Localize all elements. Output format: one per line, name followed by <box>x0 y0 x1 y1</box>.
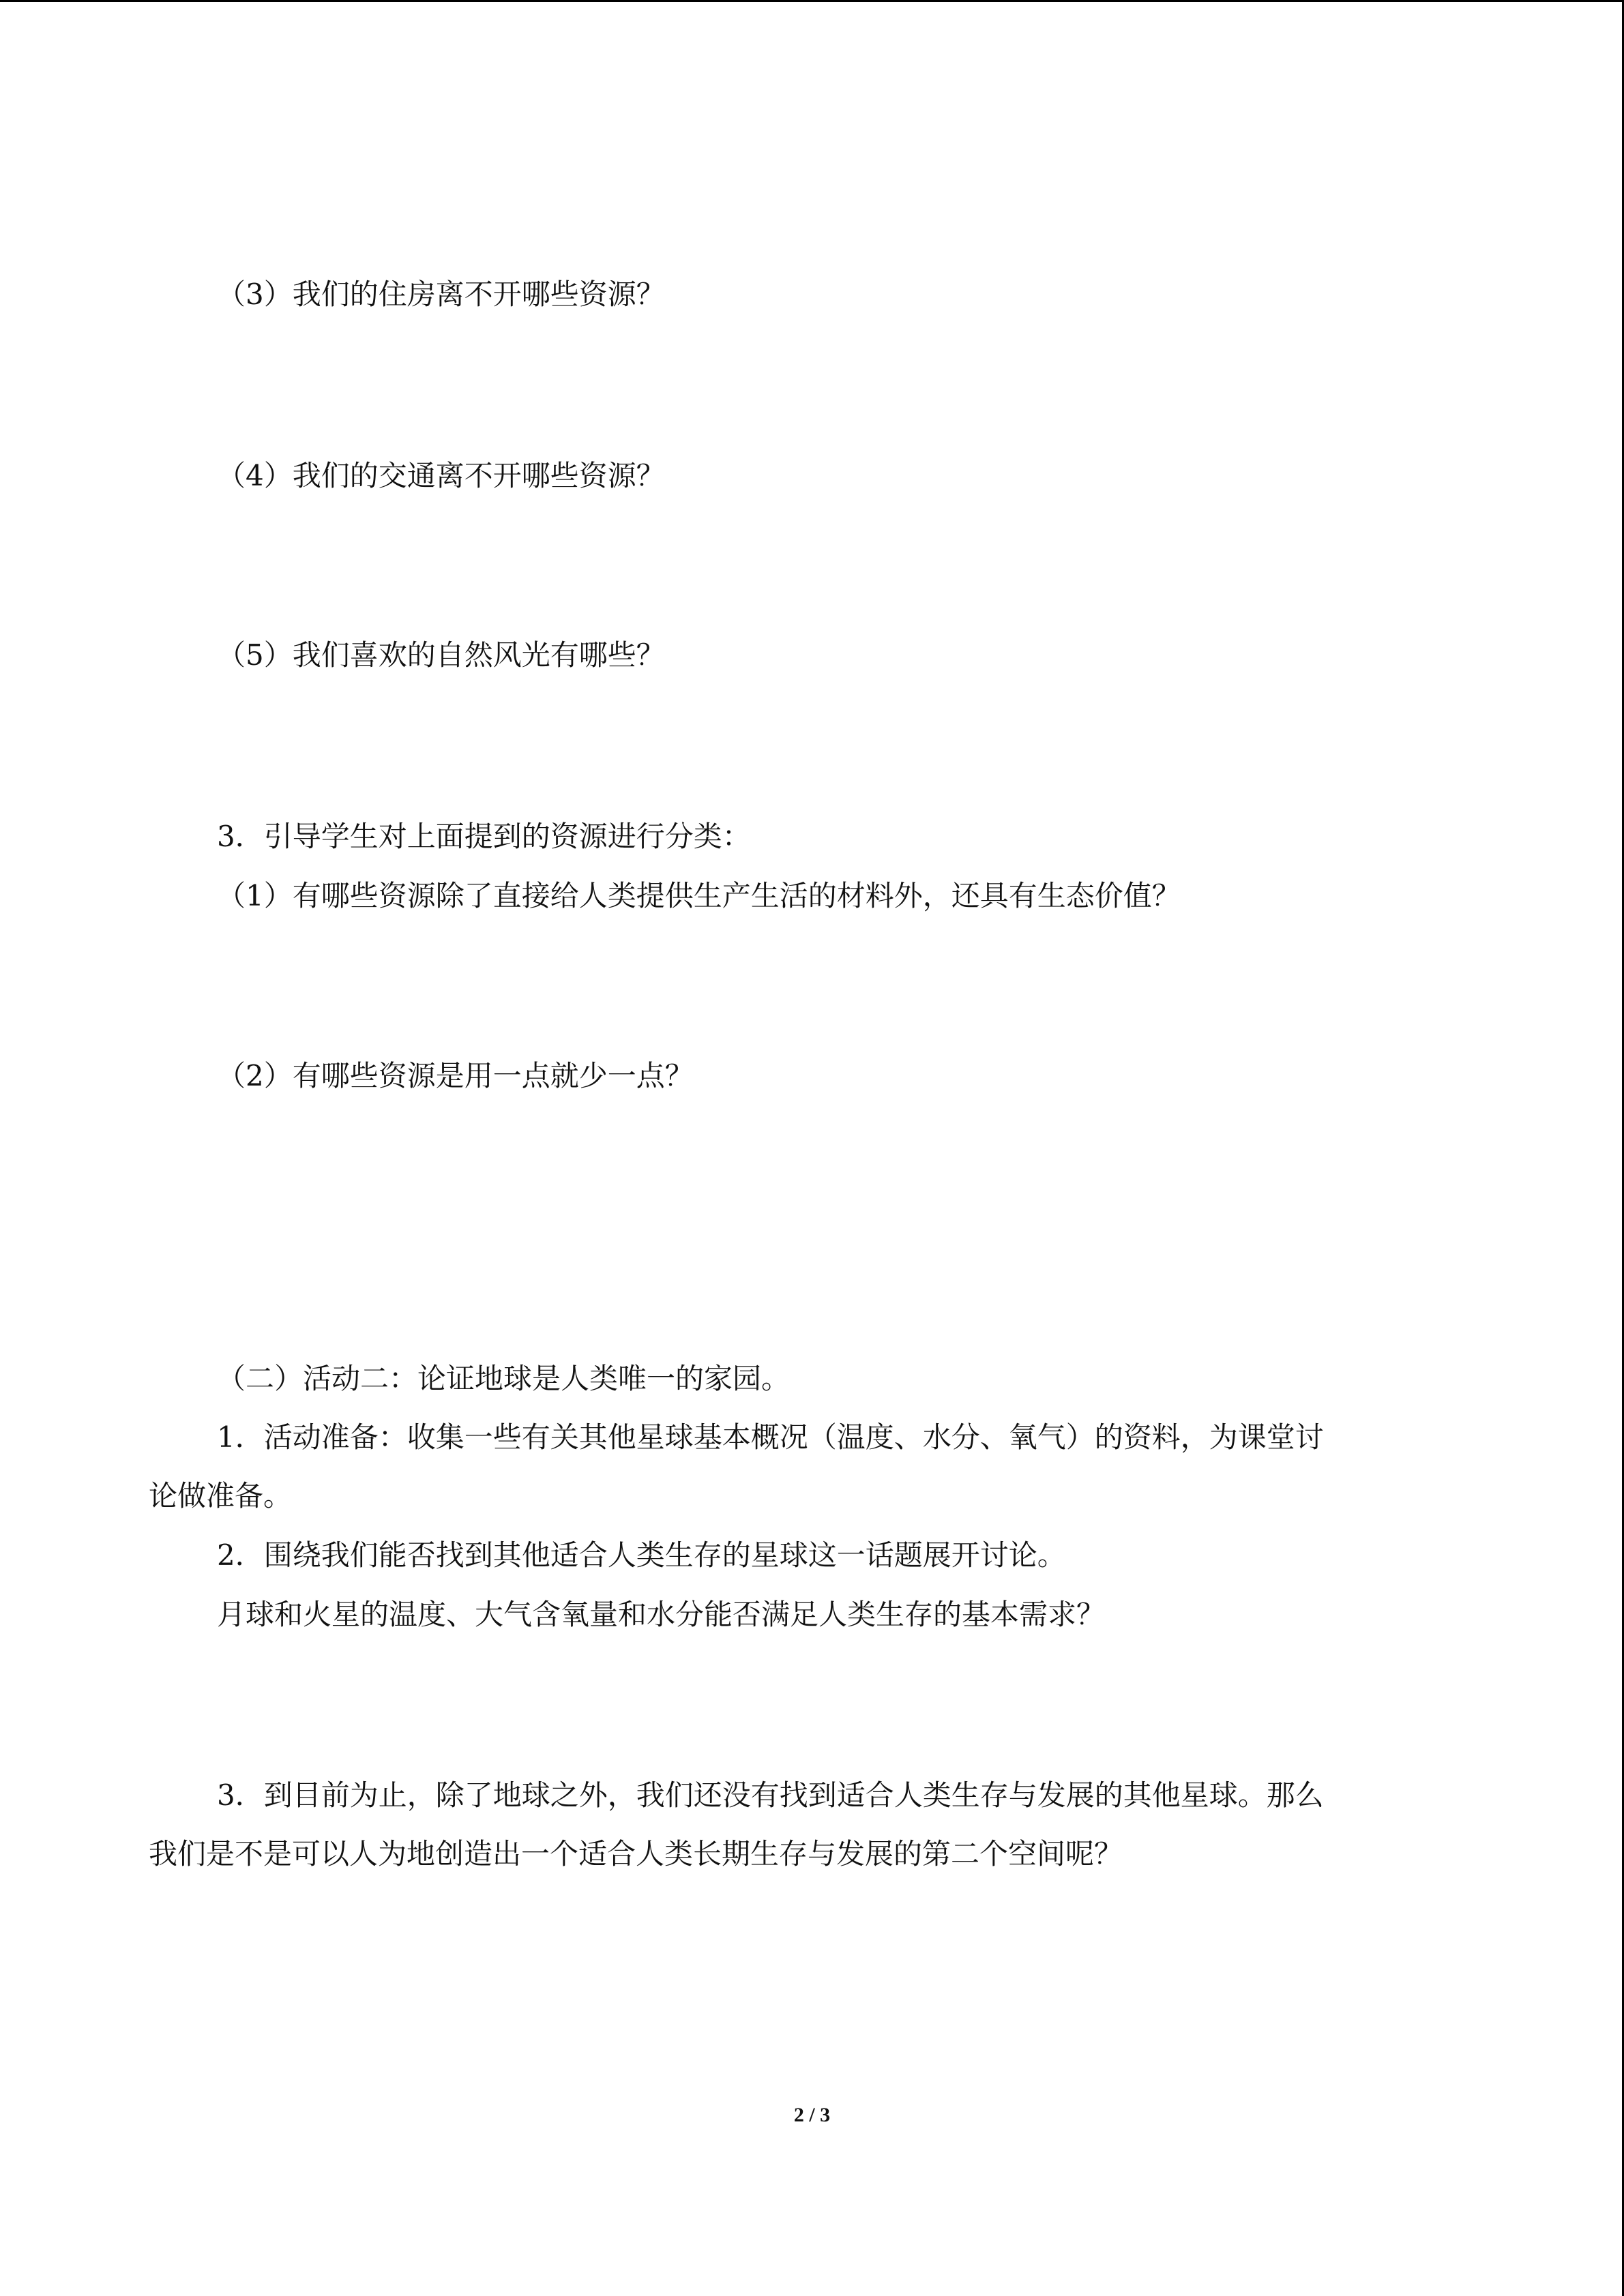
activity-2-paragraph-1-line-2: 论做准备。 <box>149 1479 293 1512</box>
question-4: （4）我们的交通离不开哪些资源？ <box>217 459 665 492</box>
activity-2-question: 月球和火星的温度、大气含氧量和水分能否满足人类生存的基本需求？ <box>217 1598 1106 1631</box>
question-5: （5）我们喜欢的自然风光有哪些？ <box>217 638 665 672</box>
activity-2-title: （二）活动二：论证地球是人类唯一的家园。 <box>217 1362 791 1395</box>
activity-2-paragraph-3-line-1: 3．到目前为止，除了地球之外，我们还没有找到适合人类生存与发展的其他星球。那么 <box>217 1778 1324 1812</box>
item-3-question-1: （1）有哪些资源除了直接给人类提供生产生活的材料外，还具有生态价值？ <box>217 879 1181 912</box>
question-3: （3）我们的住房离不开哪些资源？ <box>217 278 665 311</box>
item-3-title: 3．引导学生对上面提到的资源进行分类： <box>217 820 751 853</box>
item-3-question-2: （2）有哪些资源是用一点就少一点？ <box>217 1059 694 1092</box>
page-border-top <box>0 0 1624 2</box>
activity-2-paragraph-3-line-2: 我们是不是可以人为地创造出一个适合人类长期生存与发展的第二个空间呢？ <box>149 1837 1123 1870</box>
activity-2-paragraph-2: 2．围绕我们能否找到其他适合人类生存的星球这一话题展开讨论。 <box>217 1538 1066 1572</box>
activity-2-paragraph-1-line-1: 1．活动准备：收集一些有关其他星球基本概况（温度、水分、氧气）的资料，为课堂讨 <box>217 1420 1324 1454</box>
page-number: 2 / 3 <box>793 2104 831 2126</box>
